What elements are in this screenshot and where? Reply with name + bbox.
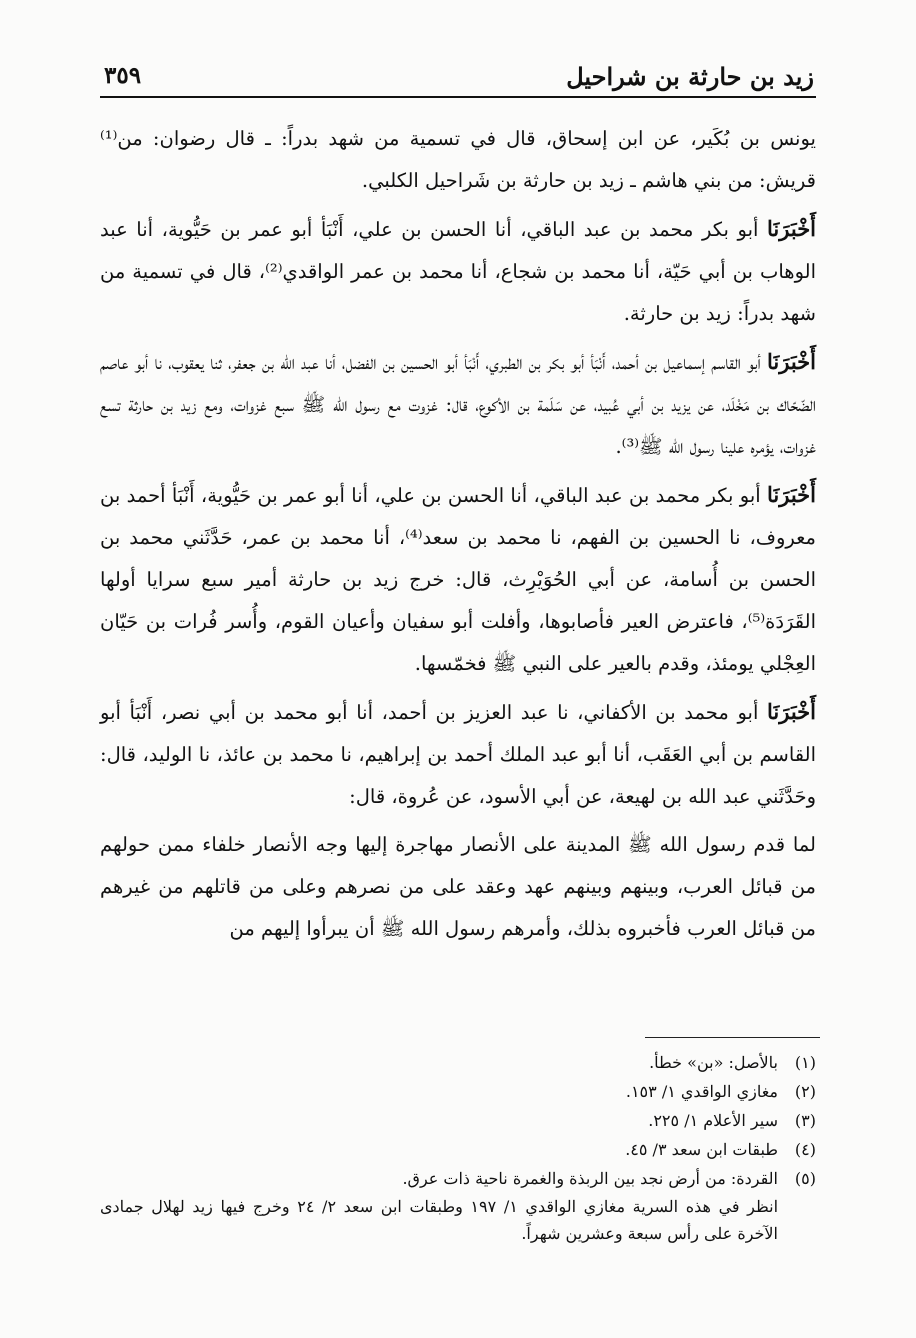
footnote-text: القردة: من أرض نجد بين الربذة والغمرة ناحية ذات عرق. [402,1169,778,1188]
akhbarana-keyword: أَخْبَرَنَا [767,482,816,507]
paragraph-1 [100,118,816,202]
footnote-4 [100,1135,816,1164]
paragraph-6 [100,824,816,950]
paragraph-6-text: لما قدم رسول الله ﷺ المدينة على الأنصار مهاجرة إليها وجه الأنصار خلفاء ممن حولهم من قبائل العرب، وبينهم وبينهم عهد وعقد على من نصرهم وعلى من قاتلهم من غيرهم من قبائل العرب فأخبروه بذلك، وأمرهم رسول الله ﷺ أن يبرأوا إليهم من [100,833,816,940]
paragraph-2 [100,208,816,335]
paragraph-1-text: يونس بن بُكَير، عن ابن إسحاق، قال في تسمية من شهد بدراً: ـ قال رضوان: من⁽¹⁾ قريش: من بني هاشم ـ زيد بن حارثة بن شَراحيل الكلبي. [100,127,816,192]
page-header [100,56,816,98]
paragraph-2-text: أبو بكر محمد بن عبد الباقي، أنا الحسن بن علي، أَنْبَأ أبو عمر بن حَيُّوية، أنا عبد الوهاب بن أبي حَيّة، أنا محمد بن شجاع، أنا محمد بن عمر الواقدي⁽²⁾، قال في تسمية من شهد بدراً: زيد بن حارثة. [100,218,817,325]
akhbarana-keyword: أَخْبَرَنَا [767,216,817,241]
page-number: ٣٥٩ [104,62,142,89]
paragraph-5-text: أبو محمد بن الأكفاني، نا عبد العزيز بن أحمد، أنا أبو محمد بن أبي نصر، أَنْبَأ أبو القاسم بن أبي العَقَب، أنا أبو عبد الملك أحمد بن إبراهيم، نا محمد بن عائذ، نا الوليد، قال: وحَدَّثَني عبد الله بن لهيعة، عن أبي الأسود، عن عُروة، قال: [100,701,816,808]
footnote-number: (١) [794,1053,816,1072]
footnote-text: طبقات ابن سعد ٣/ ٤٥. [625,1140,778,1159]
footnote-number: (٥) [794,1169,816,1188]
footnote-1 [100,1048,816,1077]
footnote-text: مغازي الواقدي ١/ ١٥٣. [625,1082,778,1101]
paragraph-5 [100,691,816,818]
footnote-2 [100,1077,816,1106]
running-title: زيد بن حارثة بن شراحيل [566,62,814,91]
main-text [100,118,816,956]
footnote-5 [100,1164,816,1193]
footnote-number: (٤) [794,1140,816,1159]
akhbarana-keyword: أَخْبَرَنَا [767,349,816,374]
paragraph-4-text: أبو بكر محمد بن عبد الباقي، أنا الحسن بن علي، أنا أبو عمر بن حَيُّوية، أَنْبَأ أحمد بن معروف، نا الحسين بن الفهم، نا محمد بن سعد⁽⁴⁾، أنا محمد بن عمر، حَدَّثَني محمد بن الحسن بن أُسامة، عن أبي الحُوَيْرِث، قال: خرج زيد بن حارثة أمير سبع سرايا أولها القَرَدَة⁽⁵⁾، فاعترض العير فأصابوها، وأفلت أبو سفيان وأعيان القوم، وأُسر فُرات بن حَيّان العِجْلي يومئذ، وقدم بالعير على النبي ﷺ فخمّسها. [100,484,816,675]
footnote-text: سير الأعلام ١/ ٢٢٥. [648,1111,778,1130]
footnote-3 [100,1106,816,1135]
paragraph-3 [100,341,816,468]
footnotes [100,1048,816,1247]
akhbarana-keyword: أَخْبَرَنَا [767,699,816,724]
footnote-5-continuation: انظر في هذه السرية مغازي الواقدي ١/ ١٩٧ وطبقات ابن سعد ٢/ ٢٤ وخرج فيها زيد لهلال جمادى الآخرة على رأس سبعة وعشرين شهراً. [100,1197,779,1243]
footnote-text: بالأصل: «بن» خطأ. [649,1053,778,1072]
footnote-separator [645,1037,820,1038]
paragraph-4 [100,474,816,685]
footnote-number: (٢) [794,1082,816,1101]
paragraph-3-text: أبو القاسم إسماعيل بن أحمد، أَنْبَأ أبو بكر بن الطبري، أَنْبَأ أبو الحسين بن الفضل، أنا عبد الله بن جعفر، ثنا يعقوب، نا أبو عاصم الضّحّاك بن مَخْلَد، عن يزيد بن أبي عُبيد، عن سَلَمة بن الأكوع، قال: غزوت مع رسول الله ﷺ سبع غزوات، ومع زيد بن حارثة تسع غزوات، يؤمره علينا رسول الله ﷺ⁽³⁾. [100,351,816,458]
footnote-number: (٣) [794,1111,816,1130]
